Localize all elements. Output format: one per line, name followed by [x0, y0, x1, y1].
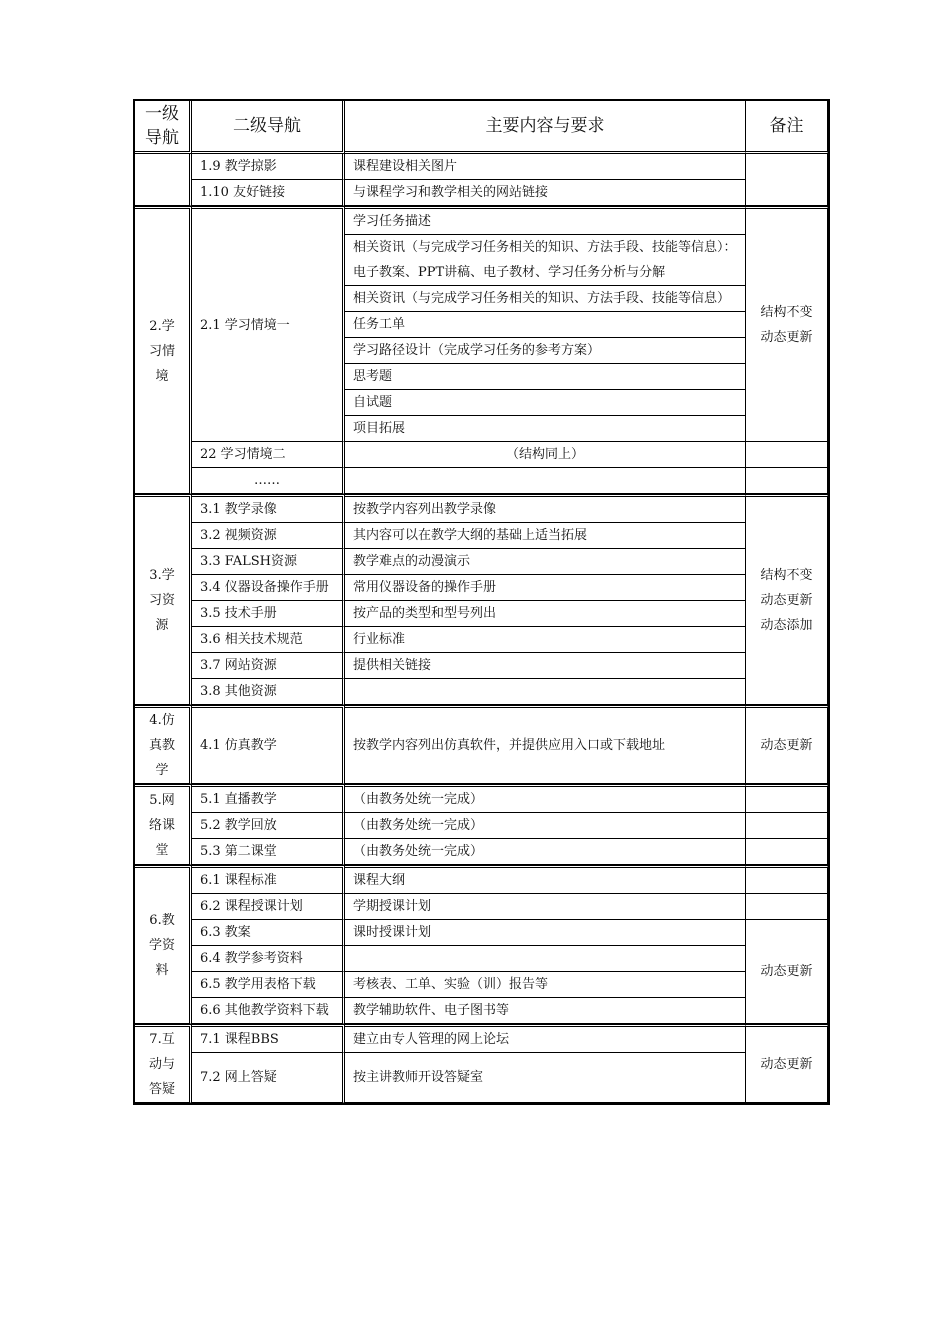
- header-content: 主要内容与要求: [345, 101, 746, 154]
- table-row: [135, 653, 828, 679]
- level1-cell: [135, 705, 192, 784]
- level2-cell: 6.3 教案: [192, 920, 345, 946]
- note-cell: [746, 442, 828, 468]
- level1-label: 3.学习资源: [148, 568, 175, 633]
- header-note: 备注: [746, 101, 828, 154]
- note-label: 结构不变动态更新动态添加: [760, 568, 813, 633]
- content-cell: 课程大纲: [345, 865, 746, 894]
- level2-cell: 1.9 教学掠影: [192, 154, 345, 180]
- level2-cell: 6.5 教学用表格下载: [192, 972, 345, 998]
- table-row: [135, 894, 828, 920]
- table-row: [135, 180, 828, 206]
- level2-cell: 3.6 相关技术规范: [192, 627, 345, 653]
- level2-cell: 6.2 课程授课计划: [192, 894, 345, 920]
- content-cell: 学期授课计划: [345, 894, 746, 920]
- content-cell: 学习路径设计（完成学习任务的参考方案）: [345, 338, 746, 364]
- content-cell: [345, 946, 746, 972]
- level1-label: 6.教学资料: [148, 913, 175, 978]
- level1-cell: [135, 154, 192, 206]
- note-cell: [746, 813, 828, 839]
- level2-cell: 3.3 FALSH资源: [192, 549, 345, 575]
- level2-cell: 5.3 第二课堂: [192, 839, 345, 865]
- content-cell: 按教学内容列出仿真软件，并提供应用入口或下载地址: [345, 705, 746, 784]
- level2-cell: 7.2 网上答疑: [192, 1053, 345, 1103]
- table-row: [135, 494, 828, 523]
- table-row: [135, 1024, 828, 1053]
- level1-cell: [135, 1024, 192, 1103]
- ellipsis-cell: ……: [192, 468, 345, 494]
- header-level1: 一级导航: [135, 101, 192, 154]
- content-cell: 自试题: [345, 390, 746, 416]
- level2-cell: 5.2 教学回放: [192, 813, 345, 839]
- table-row: [135, 523, 828, 549]
- header-row: [135, 101, 828, 154]
- content-cell: 其内容可以在教学大纲的基础上适当拓展: [345, 523, 746, 549]
- level2-cell: 3.5 技术手册: [192, 601, 345, 627]
- content-cell: 按教学内容列出教学录像: [345, 494, 746, 523]
- level2-cell: 4.1 仿真教学: [192, 705, 345, 784]
- content-cell: 常用仪器设备的操作手册: [345, 575, 746, 601]
- content-cell: 项目拓展: [345, 416, 746, 442]
- level2-cell: 3.7 网站资源: [192, 653, 345, 679]
- note-cell: 动态更新: [746, 705, 828, 784]
- content-cell: 按产品的类型和型号列出: [345, 601, 746, 627]
- content-cell: 建立由专人管理的网上论坛: [345, 1024, 746, 1053]
- navigation-table: [133, 99, 830, 1105]
- table-row: [135, 813, 828, 839]
- note-cell: 动态更新: [746, 1024, 828, 1103]
- header-level2: 二级导航: [192, 101, 345, 154]
- level1-label: 4.仿真教学: [148, 713, 175, 778]
- level2-cell: 3.1 教学录像: [192, 494, 345, 523]
- table-row: [135, 920, 828, 946]
- note-cell: [746, 894, 828, 920]
- level2-cell: 1.10 友好链接: [192, 180, 345, 206]
- table-row: [135, 705, 828, 784]
- content-cell: 思考题: [345, 364, 746, 390]
- level1-label: 2.学习情境: [148, 318, 175, 384]
- content-cell: 考核表、工单、实验（训）报告等: [345, 972, 746, 998]
- content-cell: 相关资讯（与完成学习任务相关的知识、方法手段、技能等信息）: [345, 286, 746, 312]
- level2-cell: 3.4 仪器设备操作手册: [192, 575, 345, 601]
- level1-cell: [135, 784, 192, 865]
- level1-cell: [135, 865, 192, 1024]
- table-row: [135, 442, 828, 468]
- content-cell: 学习任务描述: [345, 206, 746, 235]
- table-row: [135, 601, 828, 627]
- table-row: [135, 575, 828, 601]
- level1-cell: [135, 494, 192, 705]
- content-cell: [345, 468, 746, 494]
- content-cell: 与课程学习和教学相关的网站链接: [345, 180, 746, 206]
- note-cell: [746, 865, 828, 894]
- note-cell: [746, 206, 828, 442]
- table-row: [135, 627, 828, 653]
- level2-cell: 3.8 其他资源: [192, 679, 345, 705]
- level1-label: 5.网络课堂: [148, 793, 175, 858]
- content-cell: [345, 679, 746, 705]
- level1-label: 7.互动与答疑: [148, 1032, 175, 1097]
- level2-cell: 3.2 视频资源: [192, 523, 345, 549]
- table-row: [135, 206, 828, 235]
- table-row: [135, 998, 828, 1024]
- table-row: [135, 865, 828, 894]
- table-row: [135, 468, 828, 494]
- content-cell: 教学难点的动漫演示: [345, 549, 746, 575]
- level2-cell: 6.6 其他教学资料下载: [192, 998, 345, 1024]
- content-cell: （由教务处统一完成）: [345, 813, 746, 839]
- table-row: [135, 549, 828, 575]
- content-cell: 课时授课计划: [345, 920, 746, 946]
- content-cell: 相关资讯（与完成学习任务相关的知识、方法手段、技能等信息）：电子教案、PPT讲稿、电子教材、学习任务分析与分解: [345, 235, 746, 286]
- note-cell: [746, 839, 828, 865]
- note-cell: [746, 494, 828, 705]
- level2-cell: 6.1 课程标准: [192, 865, 345, 894]
- level2-cell: 22 学习情境二: [192, 442, 345, 468]
- table-row: [135, 839, 828, 865]
- content-cell: （由教务处统一完成）: [345, 839, 746, 865]
- note-cell: [746, 468, 828, 494]
- content-cell: 行业标准: [345, 627, 746, 653]
- content-cell: 提供相关链接: [345, 653, 746, 679]
- table-row: [135, 154, 828, 180]
- table-row: [135, 972, 828, 998]
- level1-cell: [135, 206, 192, 494]
- level2-cell: 6.4 教学参考资料: [192, 946, 345, 972]
- table-row: [135, 679, 828, 705]
- level2-cell: 5.1 直播教学: [192, 784, 345, 813]
- note-cell: [746, 784, 828, 813]
- note-label: 结构不变动态更新: [760, 305, 813, 345]
- content-cell: 课程建设相关图片: [345, 154, 746, 180]
- content-cell: 按主讲教师开设答疑室: [345, 1053, 746, 1103]
- table-row: [135, 784, 828, 813]
- level2-cell: 7.1 课程BBS: [192, 1024, 345, 1053]
- content-cell: （结构同上）: [345, 442, 746, 468]
- note-cell: 动态更新: [746, 920, 828, 1024]
- content-cell: 教学辅助软件、电子图书等: [345, 998, 746, 1024]
- content-cell: 任务工单: [345, 312, 746, 338]
- level2-cell: 2.1 学习情境一: [192, 206, 345, 442]
- table-row: [135, 946, 828, 972]
- content-cell: （由教务处统一完成）: [345, 784, 746, 813]
- table-row: [135, 1053, 828, 1103]
- note-cell: [746, 154, 828, 206]
